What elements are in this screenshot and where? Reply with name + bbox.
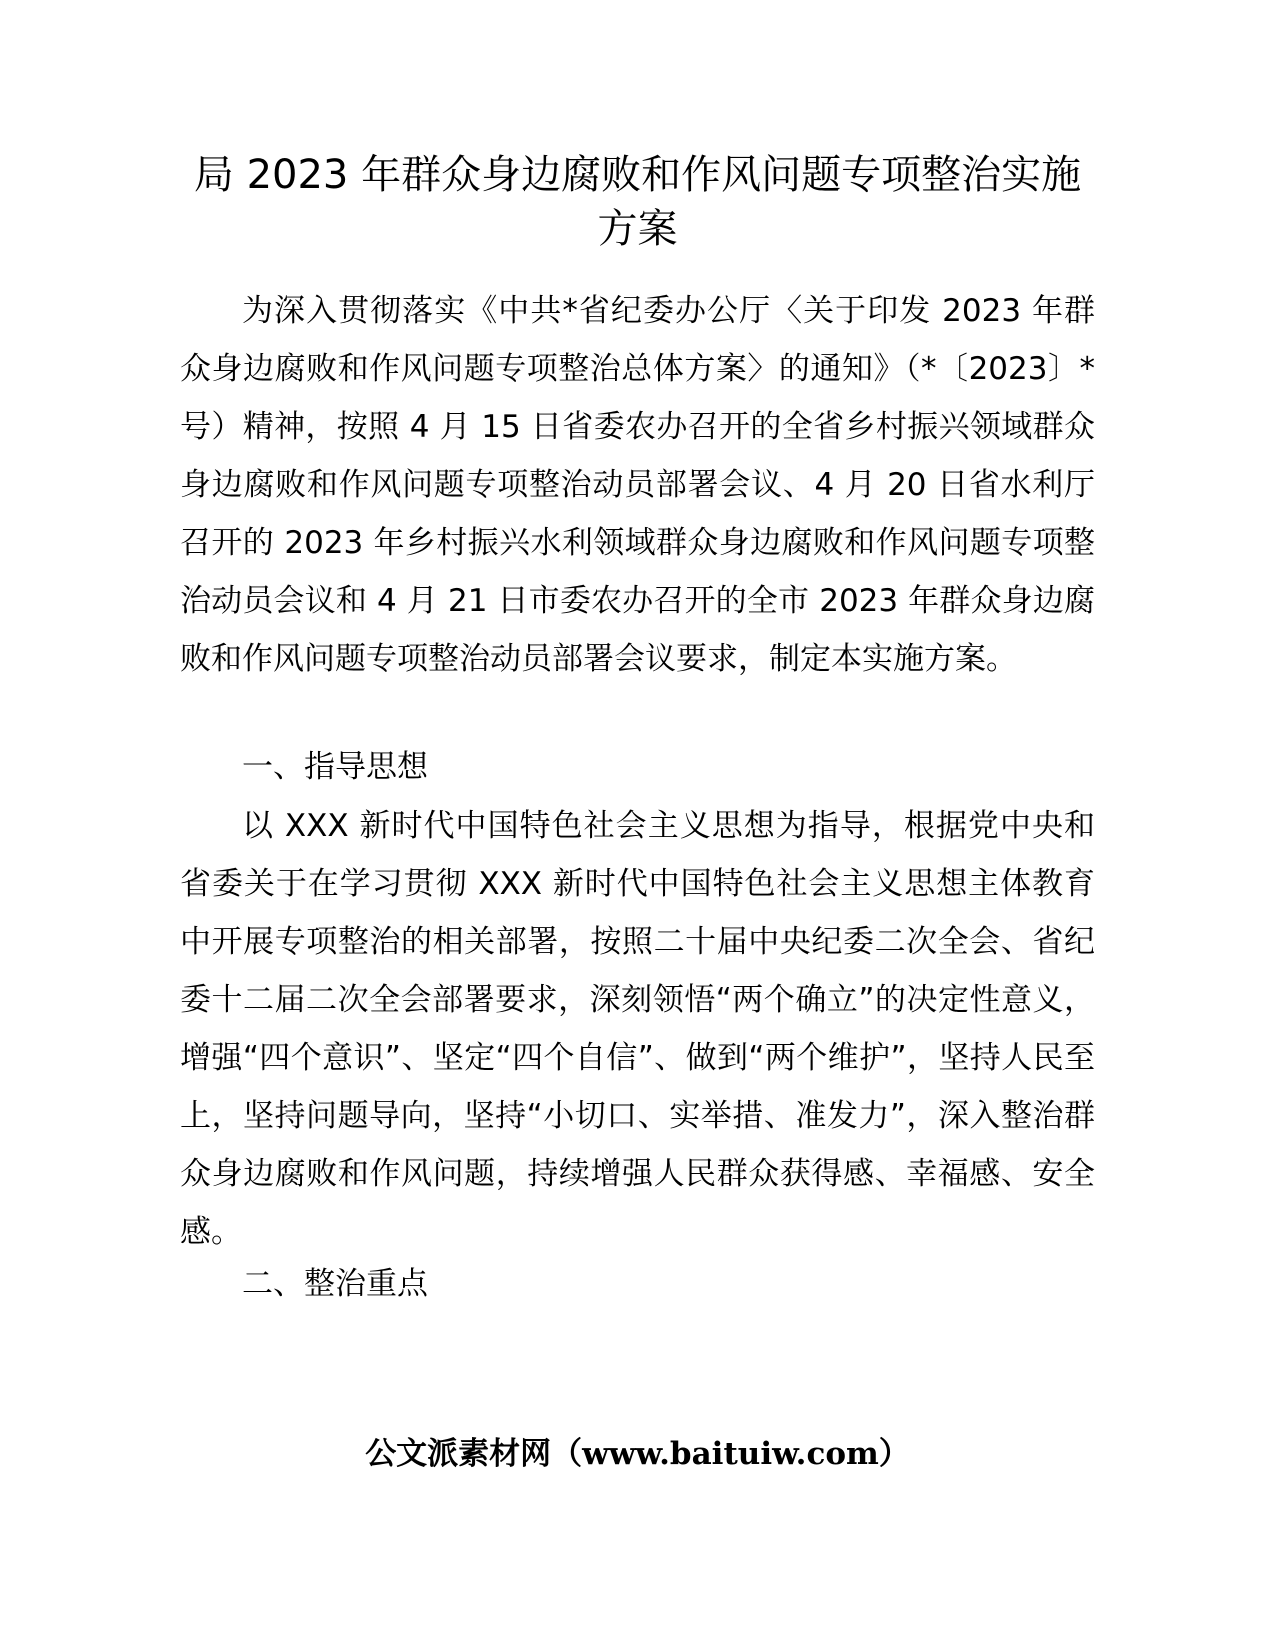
section-heading-guiding-ideology: 一、指导思想: [242, 749, 428, 785]
document-title: 局 2023 年群众身边腐败和作风问题专项整治实施方案: [193, 152, 1082, 252]
section-paragraph-guiding-ideology: 以 XXX 新时代中国特色社会主义思想为指导，根据党中央和省委关于在学习贯彻 XXX 新时代中国特色社会主义思想主体教育中开展专项整治的相关部署，按照二十届中央纪委二次全会、省纪委十二届二次全会部署要求，深刻领悟“两个确立”的决定性意义，增强“四个意识”、坚定“四个自信”、做到“两个维护”，坚持人民至上，坚持问题导向，坚持“小切口、实举措、准发力”，深入整治群众身边腐败和作风问题，持续增强人民群众获得感、幸福感、安全感。: [180, 808, 1095, 1250]
section-heading-rectification-focus: 二、整治重点: [242, 1266, 428, 1302]
intro-paragraph: 为深入贯彻落实《中共*省纪委办公厅〈关于印发 2023 年群众身边腐败和作风问题专项整治总体方案〉的通知》（*〔2023〕*号）精神，按照 4 月 15 日省委农办召开的全省乡村振兴领域群众身边腐败和作风问题专项整治动员部署会议、4 月 20 日省水利厅召开的 2023 年乡村振兴水利领域群众身边腐败和作风问题专项整治动员会议和 4 月 21 日市委农办召开的全市 2023 年群众身边腐败和作风问题专项整治动员部署会议要求，制定本实施方案。: [180, 293, 1095, 677]
footer-watermark: 公文派素材网（www.baituiw.com）: [365, 1436, 910, 1472]
